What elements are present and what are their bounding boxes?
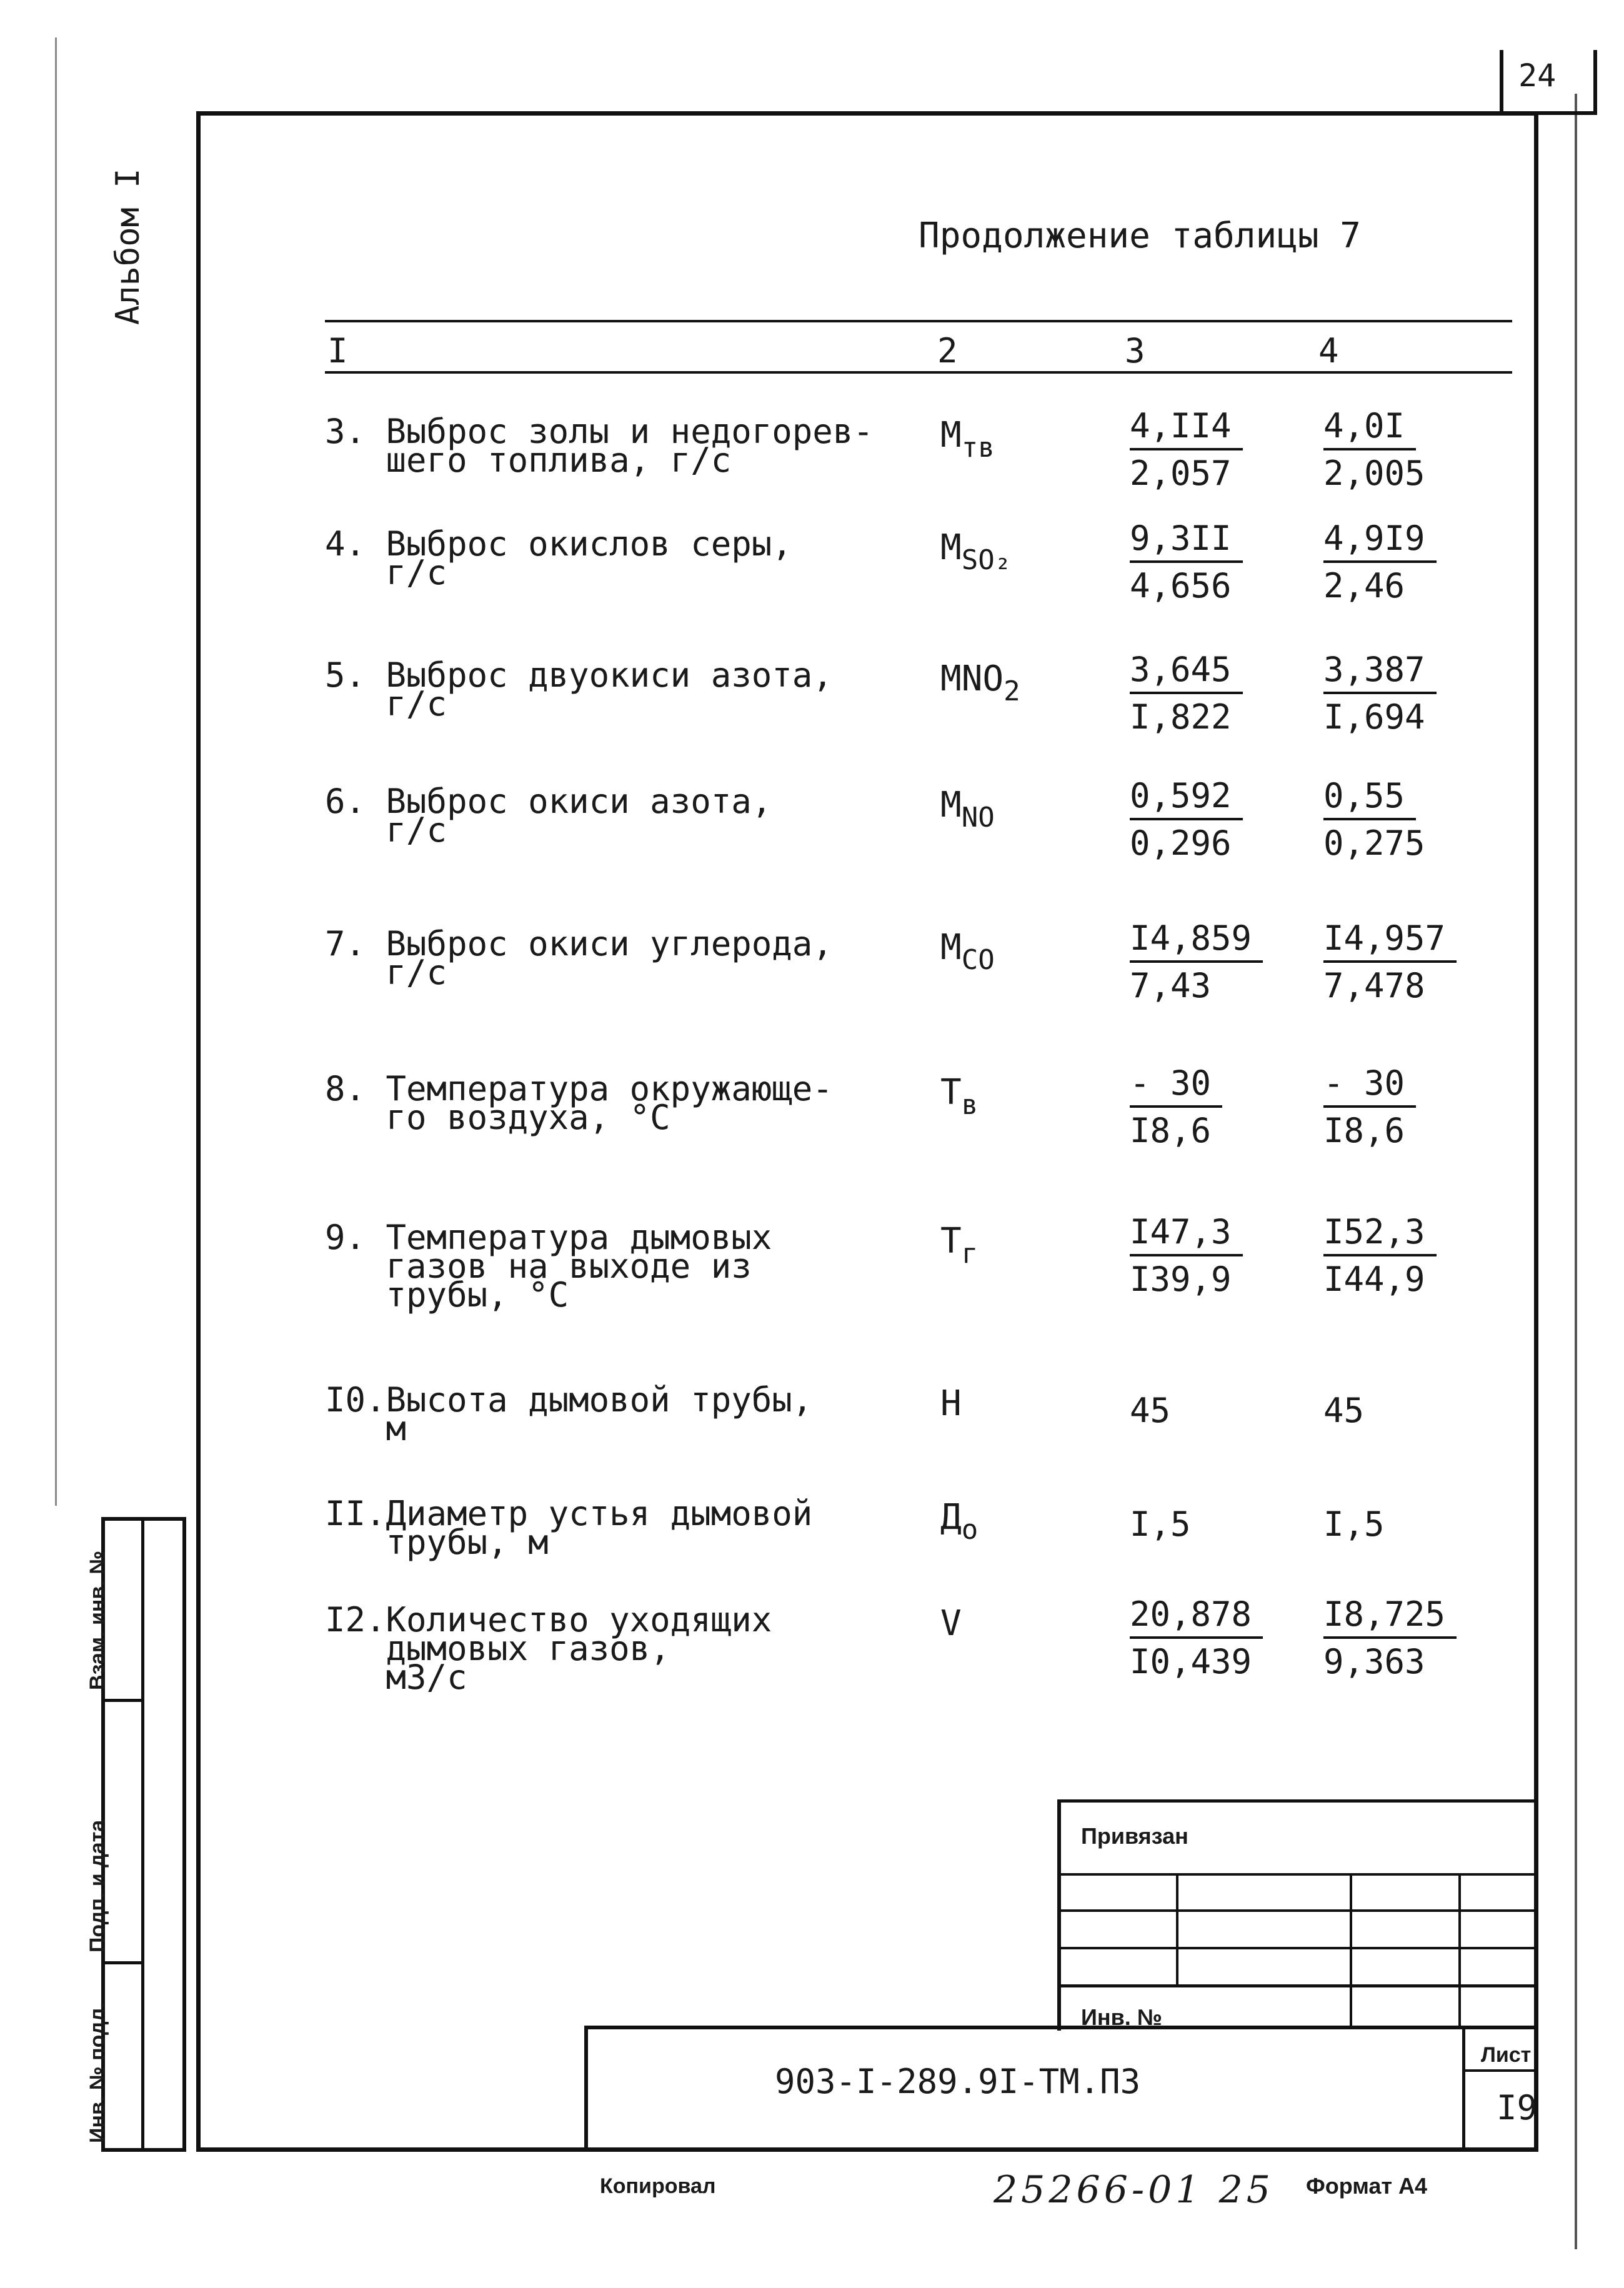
- symbol-subscript: в: [961, 1089, 979, 1121]
- symbol-main: H: [940, 1383, 962, 1424]
- symbol-main: V: [940, 1603, 962, 1644]
- stamp-podp-data-label: Подп. и дата: [86, 1819, 109, 1952]
- fraction-cell-c4: [1323, 406, 1455, 493]
- footer-kopiroval: Копировал: [600, 2174, 716, 2198]
- column-header-3: 3: [1125, 331, 1145, 371]
- row-symbol: [940, 927, 995, 976]
- symbol-main: M: [940, 785, 962, 825]
- margin-line-left: [55, 37, 57, 1506]
- row-symbol: [940, 415, 995, 464]
- fraction-numerator: I8,725: [1323, 1595, 1457, 1639]
- fraction-numerator: 0,55: [1323, 777, 1416, 820]
- symbol-main: T: [940, 1072, 962, 1113]
- symbol-main: T: [940, 1221, 962, 1261]
- row-symbol: [940, 1221, 979, 1270]
- row-label: 4. Выброс окислов серы, г/с: [325, 524, 792, 592]
- fraction-cell-c3: [1130, 776, 1261, 863]
- fraction-denominator: I8,6: [1130, 1111, 1212, 1150]
- fraction-cell-c3: [1130, 1063, 1261, 1150]
- fraction-denominator: I8,6: [1323, 1111, 1405, 1150]
- fraction-numerator: I4,957: [1323, 919, 1457, 963]
- stamp-cell-vzam-inv: [86, 1521, 142, 1702]
- row-label: II.Диаметр устья дымовой трубы, м: [325, 1494, 813, 1562]
- fraction-cell-c3: [1130, 1594, 1261, 1681]
- row-label: I2.Количество уходящих дымовых газов, м3/с: [325, 1600, 772, 1697]
- fraction-numerator: 3,387: [1323, 650, 1437, 694]
- symbol-subscript: г: [961, 1238, 979, 1270]
- symbol-subscript: CO: [961, 944, 995, 976]
- fraction-denominator: 7,43: [1130, 966, 1212, 1005]
- fraction-numerator: I52,3: [1323, 1213, 1437, 1256]
- symbol-subscript: о: [961, 1514, 979, 1546]
- fraction-cell-c3: [1130, 1212, 1261, 1299]
- row-symbol: [940, 785, 995, 833]
- footer-handwritten-number: 25266-01 25: [994, 2168, 1274, 2212]
- symbol-subscript: 2: [1004, 675, 1020, 707]
- fraction-denominator: 2,057: [1130, 454, 1232, 493]
- fraction-numerator: 3,645: [1130, 650, 1243, 694]
- column-header-1: I: [327, 331, 348, 371]
- margin-line-right: [1575, 94, 1577, 2249]
- footer-format: Формат А4: [1306, 2173, 1428, 2199]
- fraction-cell-c3: [1130, 650, 1261, 737]
- sheet-number: I9: [1497, 2088, 1538, 2127]
- row-symbol: [940, 1603, 962, 1644]
- fraction-numerator: 4,0I: [1323, 407, 1416, 450]
- album-label: Альбом I: [109, 168, 147, 325]
- fraction-denominator: 4,656: [1130, 566, 1232, 605]
- symbol-main: M: [940, 927, 962, 968]
- fraction-denominator: I39,9: [1130, 1260, 1232, 1299]
- row-symbol: [940, 1072, 979, 1121]
- fraction-numerator: - 30: [1323, 1064, 1416, 1108]
- sheet-label: Лист: [1481, 2043, 1532, 2067]
- symbol-main: Д: [940, 1497, 962, 1538]
- approval-stamp: [86, 1517, 186, 2152]
- fraction-cell-c4: [1323, 1594, 1455, 1681]
- row-label: 5. Выброс двуокиси азота, г/с: [325, 655, 833, 724]
- column-header-2: 2: [937, 331, 958, 371]
- fraction-numerator: I4,859: [1130, 919, 1263, 963]
- column-header-4: 4: [1318, 331, 1339, 371]
- table-header-rule: [325, 371, 1512, 374]
- fraction-denominator: 0,275: [1323, 823, 1425, 863]
- fraction-cell-c4: [1323, 1063, 1455, 1150]
- fraction-denominator: 7,478: [1323, 966, 1425, 1005]
- fraction-numerator: 4,II4: [1130, 407, 1243, 450]
- fraction-numerator: 9,3II: [1130, 519, 1243, 563]
- row-label: 9. Температура дымовых газов на выходе из трубы, °C: [325, 1218, 772, 1315]
- value-cell-c4: I,5: [1323, 1505, 1385, 1544]
- table-top-rule: [325, 320, 1512, 322]
- fraction-numerator: 0,592: [1130, 777, 1243, 820]
- title-block-inv-no: Инв. №: [1081, 2004, 1162, 2030]
- fraction-denominator: 9,363: [1323, 1642, 1425, 1681]
- fraction-denominator: I,822: [1130, 697, 1232, 737]
- row-label: 7. Выброс окиси углерода, г/с: [325, 924, 833, 992]
- row-symbol: [940, 1383, 962, 1424]
- fraction-denominator: 0,296: [1130, 823, 1232, 863]
- fraction-denominator: 2,46: [1323, 566, 1405, 605]
- document-id: 903-I-289.9I-ТМ.ПЗ: [775, 2062, 1141, 2101]
- fraction-denominator: I44,9: [1323, 1260, 1425, 1299]
- page-number: 24: [1518, 57, 1557, 94]
- fraction-cell-c4: [1323, 1212, 1455, 1299]
- value-cell-c3: 45: [1130, 1391, 1171, 1430]
- fraction-denominator: I0,439: [1130, 1642, 1252, 1681]
- title-block-privyazan: Привязан: [1081, 1823, 1188, 1849]
- row-symbol: [940, 527, 1012, 576]
- row-label: 6. Выброс окиси азота, г/с: [325, 782, 772, 850]
- stamp-inv-podl-label: Инв. № подл.: [86, 2002, 109, 2143]
- fraction-numerator: 4,9I9: [1323, 519, 1437, 563]
- fraction-denominator: I,694: [1323, 697, 1425, 737]
- row-symbol: [940, 659, 1020, 707]
- stamp-vzam-inv-label: Взам. инв. №: [86, 1550, 109, 1690]
- row-label: 8. Температура окружающе- го воздуха, °C: [325, 1069, 833, 1137]
- symbol-main: MNO: [940, 659, 1004, 699]
- fraction-cell-c4: [1323, 650, 1455, 737]
- row-label: I0.Высота дымовой трубы, м: [325, 1380, 813, 1448]
- symbol-subscript: тв: [961, 432, 995, 464]
- stamp-cell-podp-data: [86, 1702, 142, 1964]
- value-cell-c4: 45: [1323, 1391, 1365, 1430]
- fraction-denominator: 2,005: [1323, 454, 1425, 493]
- fraction-numerator: I47,3: [1130, 1213, 1243, 1256]
- row-symbol: [940, 1497, 979, 1546]
- value-cell-c3: I,5: [1130, 1505, 1191, 1544]
- symbol-subscript: SO₂: [961, 544, 1012, 576]
- fraction-cell-c3: [1130, 519, 1261, 605]
- fraction-cell-c3: [1130, 406, 1261, 493]
- stamp-cell-inv-podl: [86, 1964, 142, 2152]
- table-heading: Продолжение таблицы 7: [919, 216, 1362, 256]
- fraction-cell-c3: [1130, 918, 1261, 1005]
- row-label: 3. Выброс золы и недогорев- шего топлива, г/с: [325, 412, 874, 480]
- fraction-cell-c4: [1323, 519, 1455, 605]
- symbol-subscript: NO: [961, 802, 995, 833]
- fraction-cell-c4: [1323, 776, 1455, 863]
- fraction-numerator: 20,878: [1130, 1595, 1263, 1639]
- symbol-main: M: [940, 415, 962, 455]
- fraction-cell-c4: [1323, 918, 1455, 1005]
- symbol-main: M: [940, 527, 962, 568]
- fraction-numerator: - 30: [1130, 1064, 1222, 1108]
